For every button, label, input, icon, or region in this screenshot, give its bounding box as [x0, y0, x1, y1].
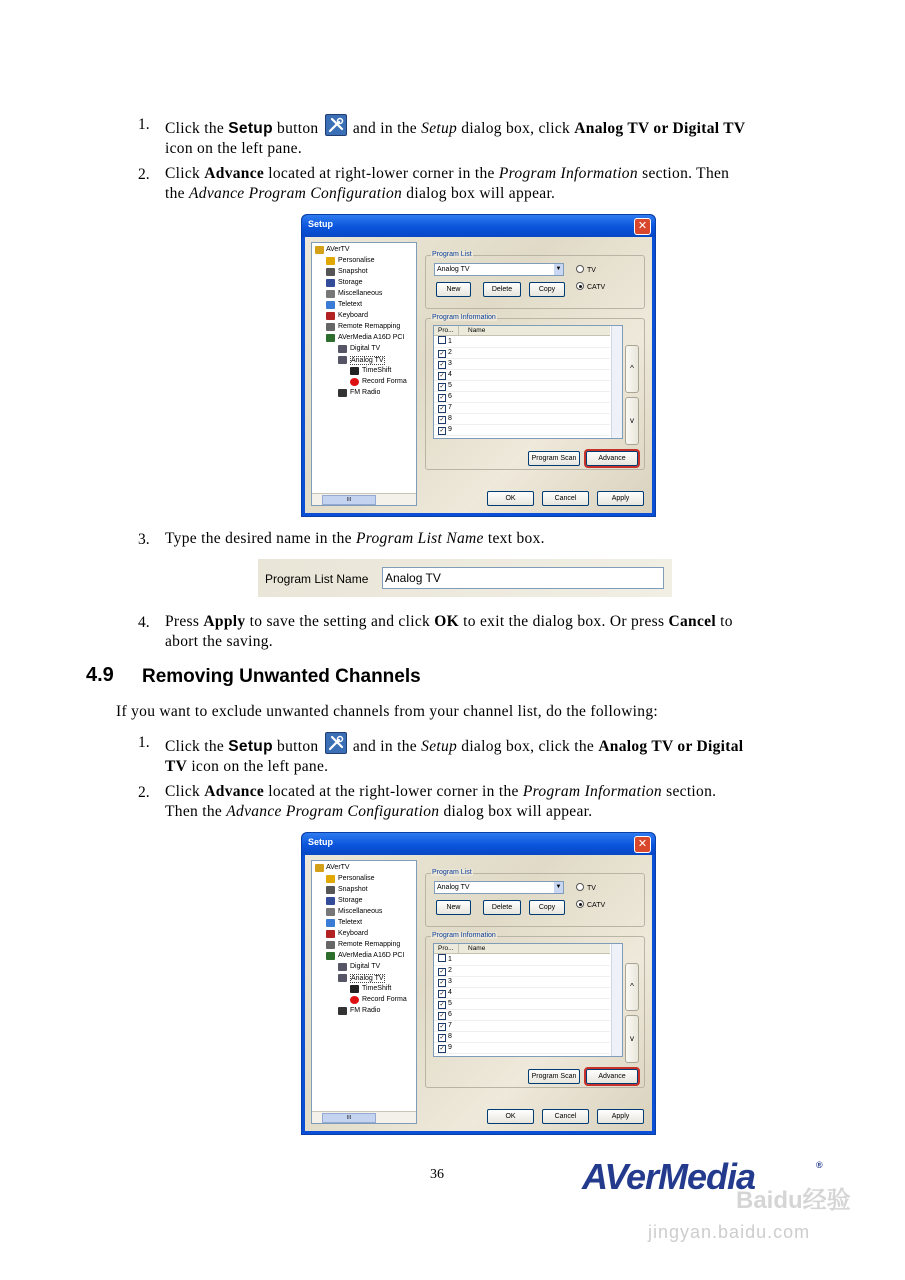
remote-icon [326, 323, 335, 331]
program-list-group [425, 869, 645, 927]
radio-icon [338, 389, 347, 397]
table-row[interactable]: ✓ 5 [434, 380, 610, 392]
table-row[interactable]: ✓ 2 [434, 347, 610, 359]
step-1-text: Click the Setup button and in the Setup dialog box, click Analog TV or Digital TV icon on the left pane. [165, 114, 845, 159]
tv-icon [338, 345, 347, 353]
program-list-label: Program List [432, 251, 472, 258]
baidu-watermark-url: jingyan.baidu.com [648, 1222, 811, 1242]
program-information-group [425, 314, 645, 470]
table-row[interactable]: ✓ 6 [434, 391, 610, 403]
radio-icon [338, 1007, 347, 1015]
camera-icon [326, 268, 335, 276]
step-number: 2. [138, 784, 150, 801]
tree-item[interactable]: Snapshot [338, 268, 368, 275]
record-icon [350, 996, 359, 1004]
program-scan-button[interactable]: Program Scan [528, 451, 580, 466]
tree-item[interactable]: FM Radio [350, 389, 381, 396]
step-1b-text: Click the Setup button and in the Setup dialog box, click the Analog TV or Digital TV icon on the left pane. [165, 732, 845, 777]
tree-item[interactable]: TimeShift [362, 985, 392, 992]
tree-item[interactable]: Keyboard [338, 312, 368, 319]
scroll-thumb[interactable]: III [322, 1113, 376, 1123]
tree-item[interactable]: AVerMedia A16D PCI [338, 952, 405, 959]
horizontal-scrollbar[interactable] [312, 493, 416, 505]
card-icon [326, 952, 335, 960]
tree-item[interactable]: Teletext [338, 301, 363, 308]
radio-tv[interactable]: TV [576, 883, 596, 892]
program-list-group [425, 251, 645, 309]
tree-item[interactable]: Miscellaneous [338, 908, 383, 915]
col-name[interactable]: Name [468, 327, 486, 334]
table-row[interactable]: ✓ 6 [434, 1009, 610, 1021]
program-table [433, 943, 623, 1057]
advance-button[interactable]: Advance [586, 451, 638, 466]
tree-item[interactable]: Digital TV [350, 963, 381, 970]
scroll-thumb[interactable]: III [322, 495, 376, 505]
program-scan-button[interactable]: Program Scan [528, 1069, 580, 1084]
move-down-button[interactable]: v [625, 1015, 639, 1063]
table-row[interactable]: 1 [434, 336, 610, 348]
tree-item[interactable]: Storage [338, 279, 363, 286]
table-row[interactable]: ✓ 7 [434, 402, 610, 414]
table-row[interactable]: ✓ 9 [434, 424, 610, 436]
vertical-scrollbar[interactable] [611, 944, 623, 1056]
vertical-scrollbar[interactable] [611, 326, 623, 438]
table-header [434, 944, 610, 954]
step-number: 1. [138, 116, 150, 133]
keyboard-icon [326, 930, 335, 938]
avertv-icon [315, 246, 324, 254]
setup-dialog-screenshot [301, 214, 656, 517]
program-list-combo[interactable]: Analog TV ▼ [434, 263, 564, 276]
card-icon [326, 334, 335, 342]
table-row[interactable]: ✓ 4 [434, 987, 610, 999]
move-down-button[interactable]: v [625, 397, 639, 445]
tree-item[interactable]: Remote Remapping [338, 941, 401, 948]
tree-item[interactable]: Miscellaneous [338, 290, 383, 297]
table-row[interactable]: ✓ 5 [434, 998, 610, 1010]
new-button[interactable]: New [436, 900, 471, 915]
registered-mark: ® [816, 1160, 822, 1170]
tree-item[interactable]: Record Forma [362, 378, 407, 385]
advance-button[interactable]: Advance [586, 1069, 638, 1084]
chevron-down-icon: ▼ [554, 882, 563, 893]
tree-item[interactable]: Personalise [338, 257, 375, 264]
personalise-icon [326, 257, 335, 265]
camera-icon [326, 886, 335, 894]
settings-tree [311, 860, 417, 1124]
tv-icon [338, 974, 347, 982]
table-row[interactable]: ✓ 4 [434, 369, 610, 381]
program-table [433, 325, 623, 439]
col-name[interactable]: Name [468, 945, 486, 952]
setup-tool-icon [325, 732, 347, 754]
step-number: 3. [138, 531, 150, 548]
move-up-button[interactable]: ^ [625, 345, 639, 393]
radio-tv[interactable]: TV [576, 265, 596, 274]
table-row[interactable]: ✓ 9 [434, 1042, 610, 1054]
baidu-watermark: Baidu经验 [736, 1187, 851, 1214]
table-row[interactable]: 1 [434, 954, 610, 966]
settings-tree [311, 242, 417, 506]
tree-item[interactable]: Storage [338, 897, 363, 904]
program-list-name-screenshot [258, 559, 672, 597]
tree-item[interactable]: AVerMedia A16D PCI [338, 334, 405, 341]
misc-icon [326, 908, 335, 916]
tree-item[interactable]: AVerTV [326, 864, 350, 871]
dialog-title: Setup [308, 837, 334, 847]
ok-button[interactable]: OK [487, 1109, 534, 1124]
program-information-group [425, 932, 645, 1088]
dialog-titlebar [302, 833, 655, 855]
dialog-title: Setup [308, 219, 334, 229]
program-list-name-label: Program List Name [265, 572, 369, 586]
personalise-icon [326, 875, 335, 883]
tree-item[interactable]: Digital TV [350, 345, 381, 352]
page-number: 36 [430, 1167, 444, 1182]
dialog-titlebar [302, 215, 655, 237]
cancel-button[interactable]: Cancel [542, 491, 589, 506]
section-number: 4.9 [86, 664, 114, 686]
avermedia-logo: AVerMedia [582, 1156, 756, 1197]
radio-catv[interactable]: CATV [576, 900, 605, 909]
col-pro[interactable]: Pro... [438, 327, 454, 334]
keyboard-icon [326, 312, 335, 320]
teletext-icon [326, 301, 335, 309]
radio-catv[interactable]: CATV [576, 282, 605, 291]
step-2-text: Click Advance located at right-lower corner in the Program Information section. Then the Advance Program Configuration dialog box will appear. [165, 165, 730, 202]
record-icon [350, 378, 359, 386]
apply-button[interactable]: Apply [597, 491, 644, 506]
storage-icon [326, 279, 335, 287]
setup-tool-icon [325, 114, 347, 136]
program-information-label: Program Information [432, 932, 496, 939]
step-2b-text: Click Advance located at the right-lower corner in the Program Information section. Then the Advance Program Configuration dialog box will appear. [165, 783, 717, 820]
tree-item-selected[interactable]: Analog TV [351, 975, 384, 982]
table-row[interactable]: ✓ 7 [434, 1020, 610, 1032]
tv-icon [338, 963, 347, 971]
horizontal-scrollbar[interactable] [312, 1111, 416, 1123]
table-header [434, 326, 610, 336]
table-row[interactable]: ✓ 2 [434, 965, 610, 977]
delete-button[interactable]: Delete [483, 900, 521, 915]
table-row[interactable]: ✓ 3 [434, 358, 610, 370]
timeshift-icon [350, 985, 359, 993]
table-row[interactable]: ✓ 8 [434, 413, 610, 425]
tree-item[interactable]: Personalise [338, 875, 375, 882]
tree-item[interactable]: Teletext [338, 919, 363, 926]
copy-button[interactable]: Copy [529, 900, 565, 915]
close-icon[interactable]: ✕ [634, 836, 651, 853]
avertv-icon [315, 864, 324, 872]
move-up-button[interactable]: ^ [625, 963, 639, 1011]
section-title: Removing Unwanted Channels [142, 666, 421, 687]
remote-icon [326, 941, 335, 949]
col-pro[interactable]: Pro... [438, 945, 454, 952]
teletext-icon [326, 919, 335, 927]
tree-item-selected[interactable]: Analog TV [351, 357, 384, 364]
step-number: 4. [138, 614, 150, 631]
step-4-text: Press Apply to save the setting and click OK to exit the dialog box. Or press Cancel to abort the saving. [165, 613, 733, 650]
storage-icon [326, 897, 335, 905]
cancel-button[interactable]: Cancel [542, 1109, 589, 1124]
copy-button[interactable]: Copy [529, 282, 565, 297]
program-list-label: Program List [432, 869, 472, 876]
table-row[interactable]: ✓ 8 [434, 1031, 610, 1043]
step-3-text: Type the desired name in the Program List Name text box. [165, 530, 545, 547]
tree-item[interactable]: Remote Remapping [338, 323, 401, 330]
tv-icon [338, 356, 347, 364]
tree-item[interactable]: Keyboard [338, 930, 368, 937]
tree-item[interactable]: Snapshot [338, 886, 368, 893]
chevron-down-icon: ▼ [554, 264, 563, 275]
tree-item[interactable]: AVerTV [326, 246, 350, 253]
section-intro: If you want to exclude unwanted channels from your channel list, do the following: [116, 703, 658, 720]
program-list-name-input[interactable]: Analog TV [382, 567, 664, 589]
tree-item[interactable]: Record Forma [362, 996, 407, 1003]
setup-dialog-screenshot-2 [301, 832, 656, 1135]
step-number: 1. [138, 734, 150, 751]
tree-item[interactable]: FM Radio [350, 1007, 381, 1014]
ok-button[interactable]: OK [487, 491, 534, 506]
program-list-combo[interactable]: Analog TV ▼ [434, 881, 564, 894]
step-number: 2. [138, 166, 150, 183]
new-button[interactable]: New [436, 282, 471, 297]
timeshift-icon [350, 367, 359, 375]
misc-icon [326, 290, 335, 298]
program-information-label: Program Information [432, 314, 496, 321]
close-icon[interactable]: ✕ [634, 218, 651, 235]
tree-item[interactable]: TimeShift [362, 367, 392, 374]
delete-button[interactable]: Delete [483, 282, 521, 297]
apply-button[interactable]: Apply [597, 1109, 644, 1124]
table-row[interactable]: ✓ 3 [434, 976, 610, 988]
